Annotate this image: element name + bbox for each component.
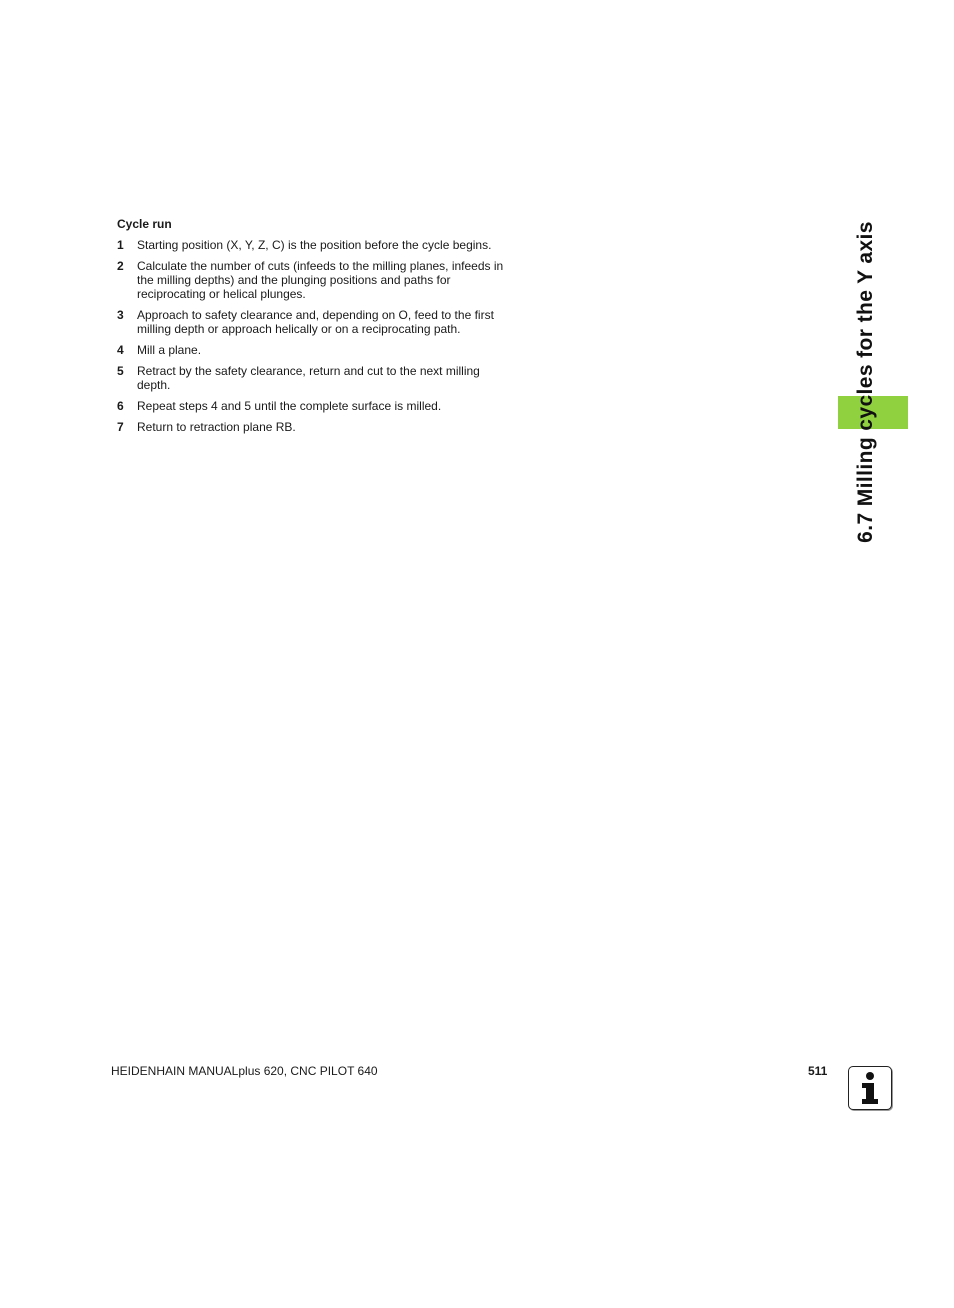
page-number: 511 [808,1064,828,1078]
footer-manual-title: HEIDENHAIN MANUALplus 620, CNC PILOT 640 [111,1064,378,1078]
list-item [117,399,512,413]
cycle-run-section [117,216,512,441]
step-text: Repeat steps 4 and 5 until the complete surface is milled. [137,399,442,413]
step-text: Starting position (X, Y, Z, C) is the position before the cycle begins. [137,238,492,252]
step-number: 5 [117,364,124,378]
step-number: 2 [117,259,124,273]
list-item [117,343,512,357]
list-item [117,308,512,336]
step-text: Mill a plane. [137,343,202,357]
section-heading: Cycle run [117,217,172,231]
step-number: 1 [117,238,124,252]
list-item [117,420,512,434]
info-icon [848,1066,892,1110]
step-text: Approach to safety clearance and, depending on O, feed to the first milling depth or approach helically or on a reciprocating path. [137,308,494,336]
step-number: 6 [117,399,124,413]
step-text: Return to retraction plane RB. [137,420,296,434]
step-number: 7 [117,420,124,434]
step-text: Calculate the number of cuts (infeeds to the milling planes, infeeds in the milling depths) and the plunging positions and paths for reciprocating or helical plunges. [137,259,504,301]
chapter-title-text: 6.7 Milling cycles for the Y axis [854,221,878,543]
list-item [117,364,512,392]
step-text: Retract by the safety clearance, return and cut to the next milling depth. [137,364,480,392]
step-number: 3 [117,308,124,322]
steps-list [117,238,512,434]
list-item [117,238,512,252]
step-number: 4 [117,343,124,357]
chapter-side-title [842,212,890,552]
info-i-glyph [849,1067,891,1109]
list-item [117,259,512,301]
